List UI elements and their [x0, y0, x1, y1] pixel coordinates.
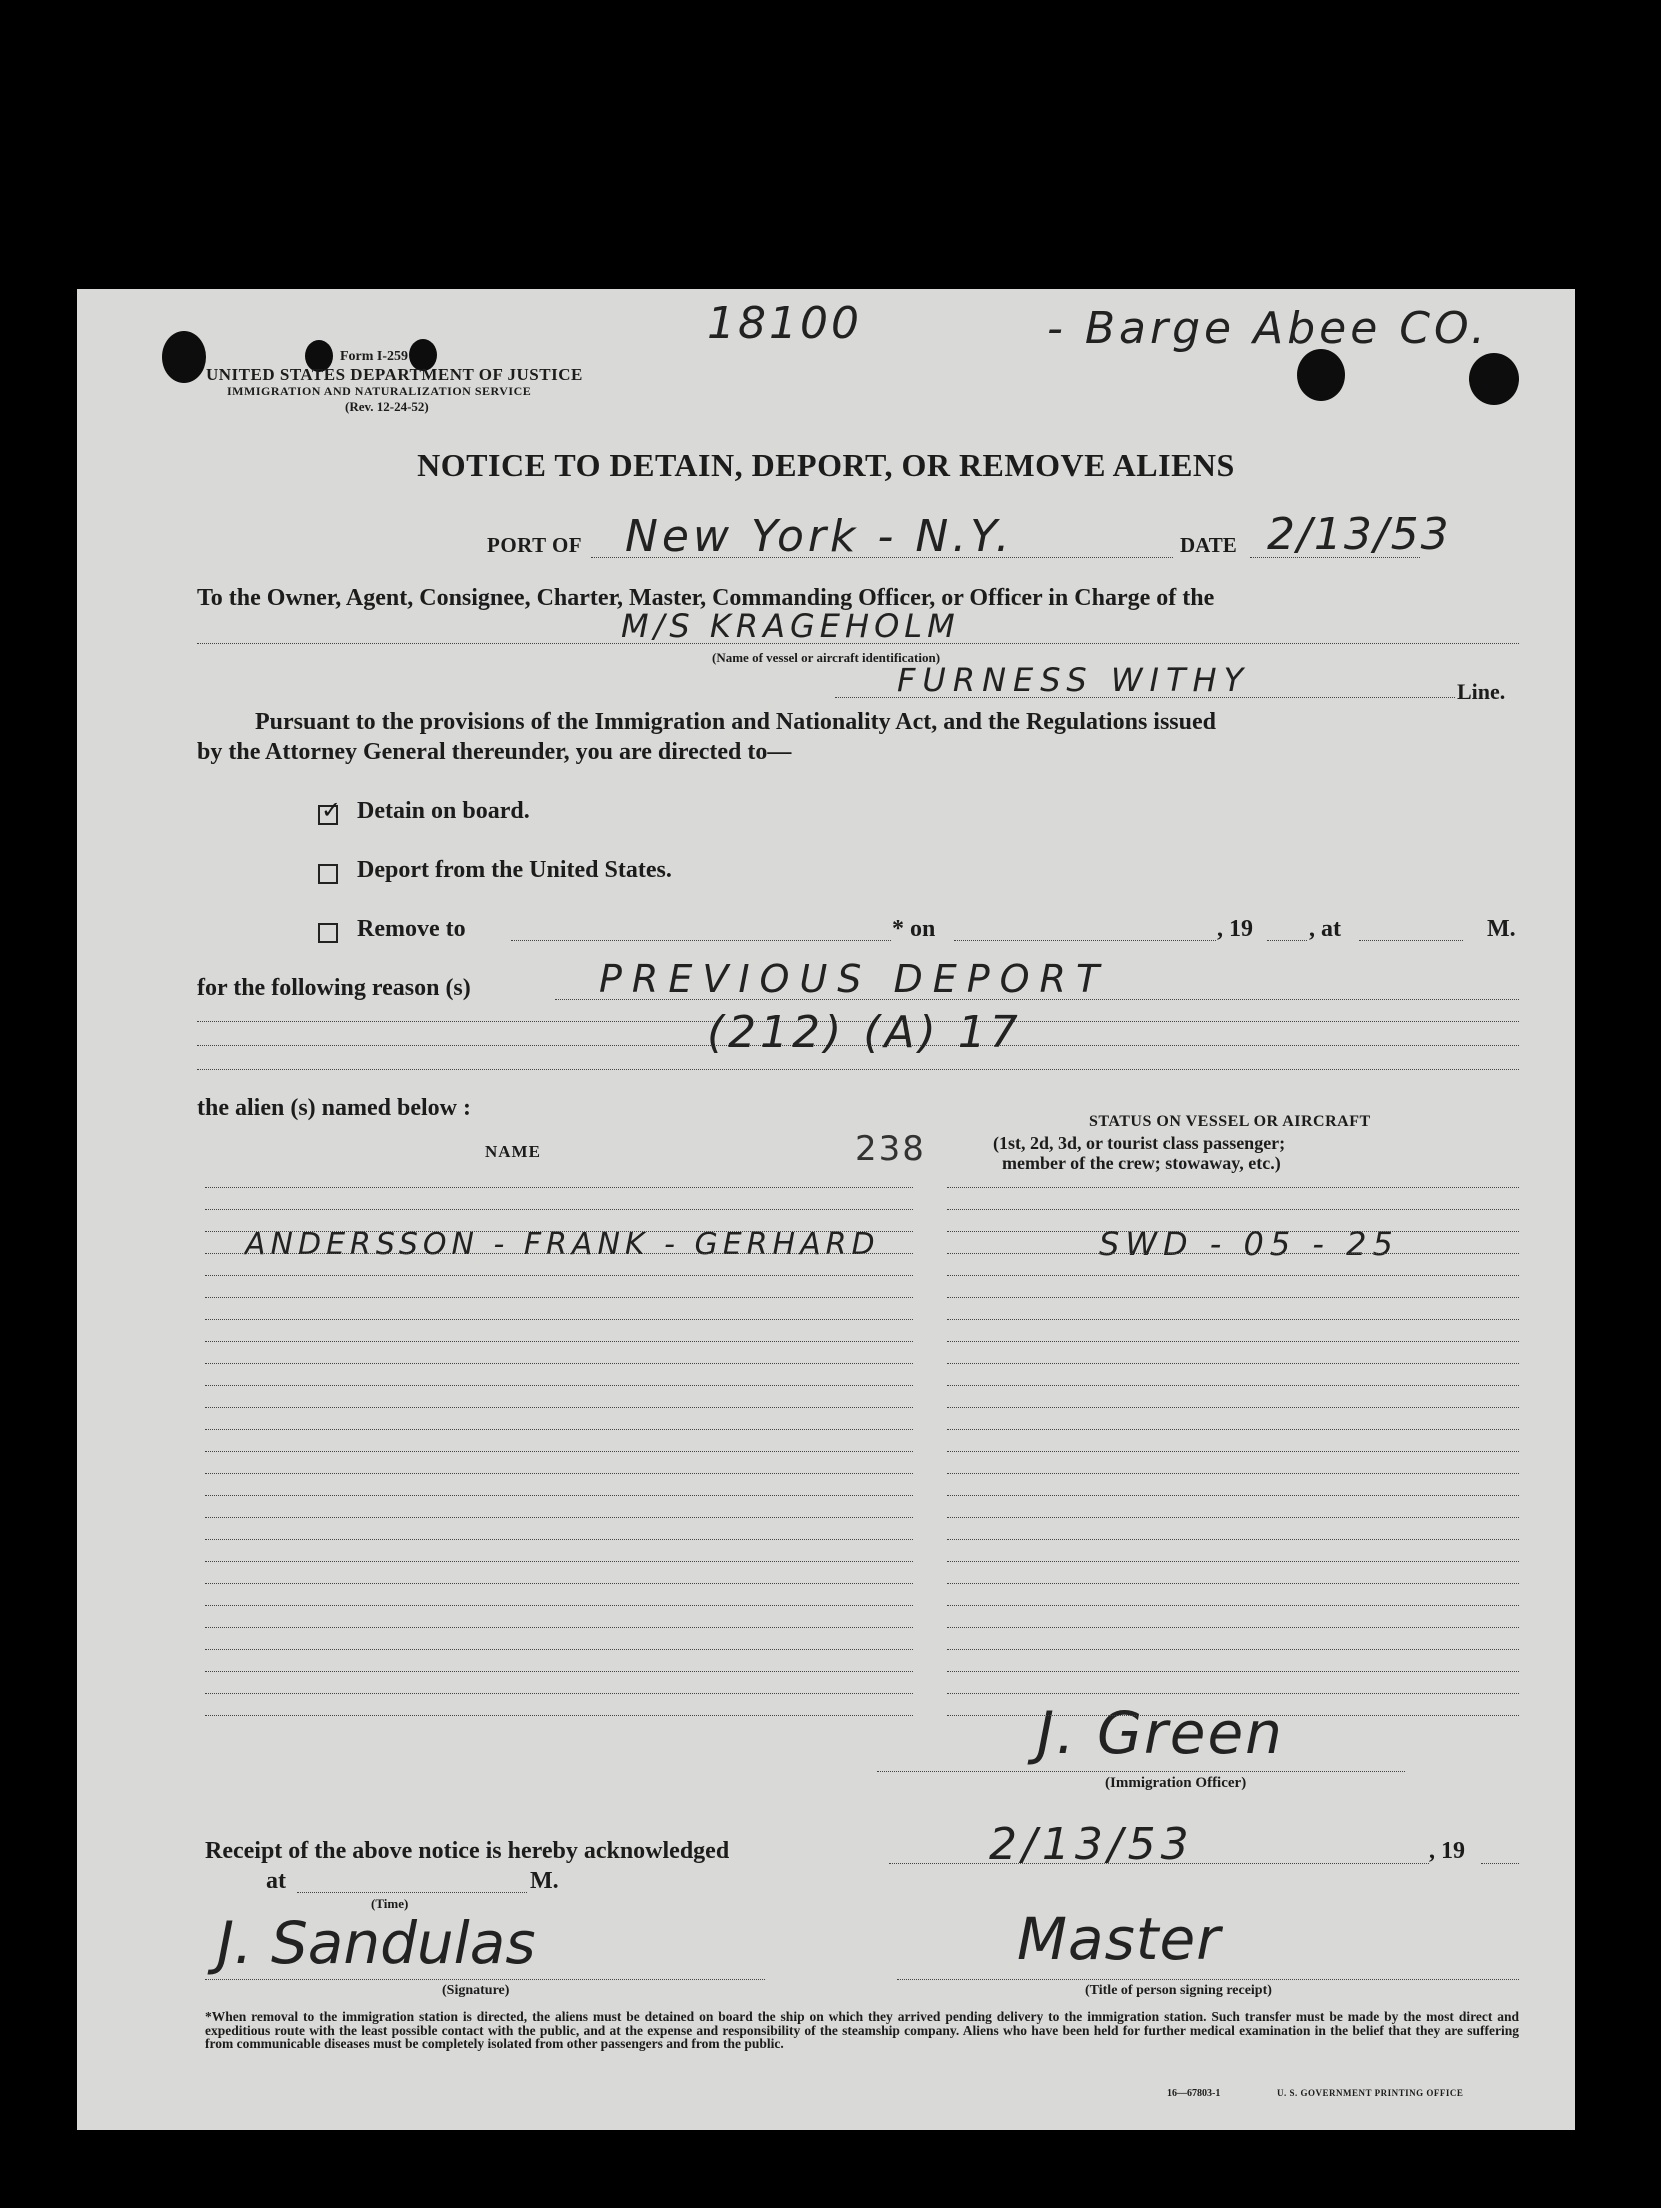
name-list-line	[205, 1363, 913, 1364]
form-sheet	[77, 289, 1575, 2130]
receiver-signature: J. Sandulas	[217, 1909, 536, 1977]
status-list-line	[947, 1231, 1519, 1232]
name-list-line	[205, 1319, 913, 1320]
footnote: *When removal to the immigration station is directed, the aliens must be detained on board the ship on which they arrived pending delivery to the immigration station. Such transfer must be made by the most direct and expeditious route with the least possible contact with the public, and at the expense and responsibility of the steamship company. Aliens who have been held for further medical examination in the belief that they are suffering from communicable diseases must be completely isolated from other passengers and from the public.	[205, 2009, 1519, 2051]
status-list-line	[947, 1319, 1519, 1320]
time-line	[1359, 940, 1463, 941]
name-list-line	[205, 1561, 913, 1562]
remove-checkbox[interactable]	[318, 923, 338, 943]
m2-label: M.	[530, 1868, 559, 1894]
status-list-line	[947, 1275, 1519, 1276]
name-list-line	[205, 1275, 913, 1276]
date-value: 2/13/53	[1267, 509, 1451, 560]
receipt-19-label: , 19	[1429, 1838, 1465, 1864]
vessel-caption: (Name of vessel or aircraft identification)	[712, 650, 941, 665]
reason-value-1: PREVIOUS DEPORT	[599, 957, 1110, 1001]
company-note: - Barge Abee CO.	[1047, 303, 1489, 354]
status-list-line	[947, 1693, 1519, 1694]
status-list-line	[947, 1517, 1519, 1518]
name-list-line	[205, 1451, 913, 1452]
deport-label: Deport from the United States.	[357, 857, 672, 883]
status-list-line	[947, 1429, 1519, 1430]
status-header-2: (1st, 2d, 3d, or tourist class passenger;	[993, 1133, 1286, 1153]
name-list-line	[205, 1253, 913, 1254]
name-list-line	[205, 1429, 913, 1430]
status-list-line	[947, 1451, 1519, 1452]
status-header-3: member of the crew; stowaway, etc.)	[1002, 1153, 1281, 1173]
status-list-line	[947, 1363, 1519, 1364]
pursuant-2: by the Attorney General thereunder, you are directed to—	[197, 739, 792, 765]
reasons-label: for the following reason (s)	[197, 975, 471, 1001]
port-value: New York - N.Y.	[625, 511, 1014, 562]
name-header-line	[205, 1187, 913, 1188]
name-list-line	[205, 1627, 913, 1628]
file-number: 18100	[707, 298, 862, 349]
name-list-line	[205, 1407, 913, 1408]
status-list-line	[947, 1605, 1519, 1606]
punch-hole-right-a	[1297, 349, 1345, 401]
time-receipt-line	[297, 1892, 527, 1893]
status-list-line	[947, 1715, 1519, 1716]
checkmark-icon: ✓	[321, 796, 342, 824]
name-list-line	[205, 1495, 913, 1496]
remove-label: Remove to	[357, 916, 466, 942]
name-list-line	[205, 1693, 913, 1694]
status-header-line	[947, 1187, 1519, 1188]
status-header-1: STATUS ON VESSEL OR AIRCRAFT	[1089, 1113, 1371, 1130]
receipt-text: Receipt of the above notice is hereby acknowledged	[205, 1838, 730, 1864]
status-list-line	[947, 1649, 1519, 1650]
reason-line-4	[197, 1069, 1519, 1070]
name-list-line	[205, 1341, 913, 1342]
punch-hole-left	[162, 331, 206, 383]
alien-status: SWD - 05 - 25	[1099, 1225, 1399, 1263]
signature-line	[205, 1979, 765, 1980]
name-header: NAME	[485, 1142, 541, 1161]
date-label: DATE	[1180, 533, 1237, 557]
name-list-line	[205, 1473, 913, 1474]
punch-hole-right-b	[1469, 353, 1519, 405]
number-238: 238	[855, 1129, 926, 1169]
name-list-line	[205, 1715, 913, 1716]
status-list-line	[947, 1561, 1519, 1562]
pursuant-1: Pursuant to the provisions of the Immigration and Nationality Act, and the Regulations issued	[255, 709, 1216, 735]
status-list-line	[947, 1539, 1519, 1540]
officer-signature-line	[877, 1771, 1405, 1772]
deport-checkbox[interactable]	[318, 864, 338, 884]
name-list-line	[205, 1209, 913, 1210]
nineteen-label: , 19	[1217, 916, 1253, 942]
revision: (Rev. 12-24-52)	[345, 399, 429, 414]
remove-destination-line	[511, 940, 891, 941]
line-value: FURNESS WITHY	[897, 661, 1251, 699]
status-list-line	[947, 1253, 1519, 1254]
port-label: PORT OF	[487, 533, 583, 557]
to-owner-text: To the Owner, Agent, Consignee, Charter, Master, Commanding Officer, or Officer in Charge of the	[197, 585, 1215, 611]
signature-caption: (Signature)	[442, 1983, 510, 1998]
status-list-line	[947, 1209, 1519, 1210]
aliens-named-label: the alien (s) named below :	[197, 1095, 471, 1121]
line-label: Line.	[1457, 679, 1506, 704]
at-time-label: at	[266, 1868, 286, 1894]
vessel-value: M/S KRAGEHOLM	[621, 607, 960, 645]
name-list-line	[205, 1231, 913, 1232]
status-list-line	[947, 1671, 1519, 1672]
star-on-label: * on	[892, 916, 936, 942]
status-list-line	[947, 1627, 1519, 1628]
receiver-title: Master	[1017, 1905, 1222, 1973]
agency-line-2: IMMIGRATION AND NATURALIZATION SERVICE	[227, 384, 532, 398]
reason-value-2: (212) (A) 17	[707, 1007, 1022, 1058]
title-line	[897, 1979, 1519, 1980]
immigration-officer-caption: (Immigration Officer)	[1105, 1775, 1247, 1791]
status-list-line	[947, 1473, 1519, 1474]
year-line	[1267, 940, 1307, 941]
remove-date-line	[954, 940, 1216, 941]
status-list-line	[947, 1495, 1519, 1496]
alien-name: ANDERSSON - FRANK - GERHARD	[245, 1227, 880, 1262]
name-list-line	[205, 1385, 913, 1386]
status-list-line	[947, 1385, 1519, 1386]
form-title: NOTICE TO DETAIN, DEPORT, OR REMOVE ALIENS	[417, 447, 1235, 483]
form-number: Form I-259	[340, 349, 409, 364]
print-code: 16—67803-1	[1167, 2088, 1221, 2099]
officer-signature: J. Green	[1037, 1699, 1284, 1767]
agency-line-1: UNITED STATES DEPARTMENT OF JUSTICE	[206, 365, 583, 384]
name-list-line	[205, 1517, 913, 1518]
receipt-date: 2/13/53	[989, 1819, 1194, 1870]
status-list-line	[947, 1297, 1519, 1298]
status-list-line	[947, 1341, 1519, 1342]
name-list-line	[205, 1583, 913, 1584]
status-list-line	[947, 1583, 1519, 1584]
receipt-year-line	[1481, 1863, 1519, 1864]
name-list-line	[205, 1671, 913, 1672]
name-list-line	[205, 1297, 913, 1298]
time-caption: (Time)	[371, 1896, 409, 1911]
status-list-line	[947, 1407, 1519, 1408]
name-list-line	[205, 1649, 913, 1650]
title-caption: (Title of person signing receipt)	[1085, 1983, 1272, 1998]
m-label: M.	[1487, 916, 1516, 942]
detain-label: Detain on board.	[357, 798, 530, 824]
name-list-line	[205, 1539, 913, 1540]
at-label: , at	[1309, 916, 1341, 942]
name-list-line	[205, 1605, 913, 1606]
detain-checkbox[interactable]	[318, 796, 342, 825]
printing-office: U. S. GOVERNMENT PRINTING OFFICE	[1277, 2088, 1464, 2098]
